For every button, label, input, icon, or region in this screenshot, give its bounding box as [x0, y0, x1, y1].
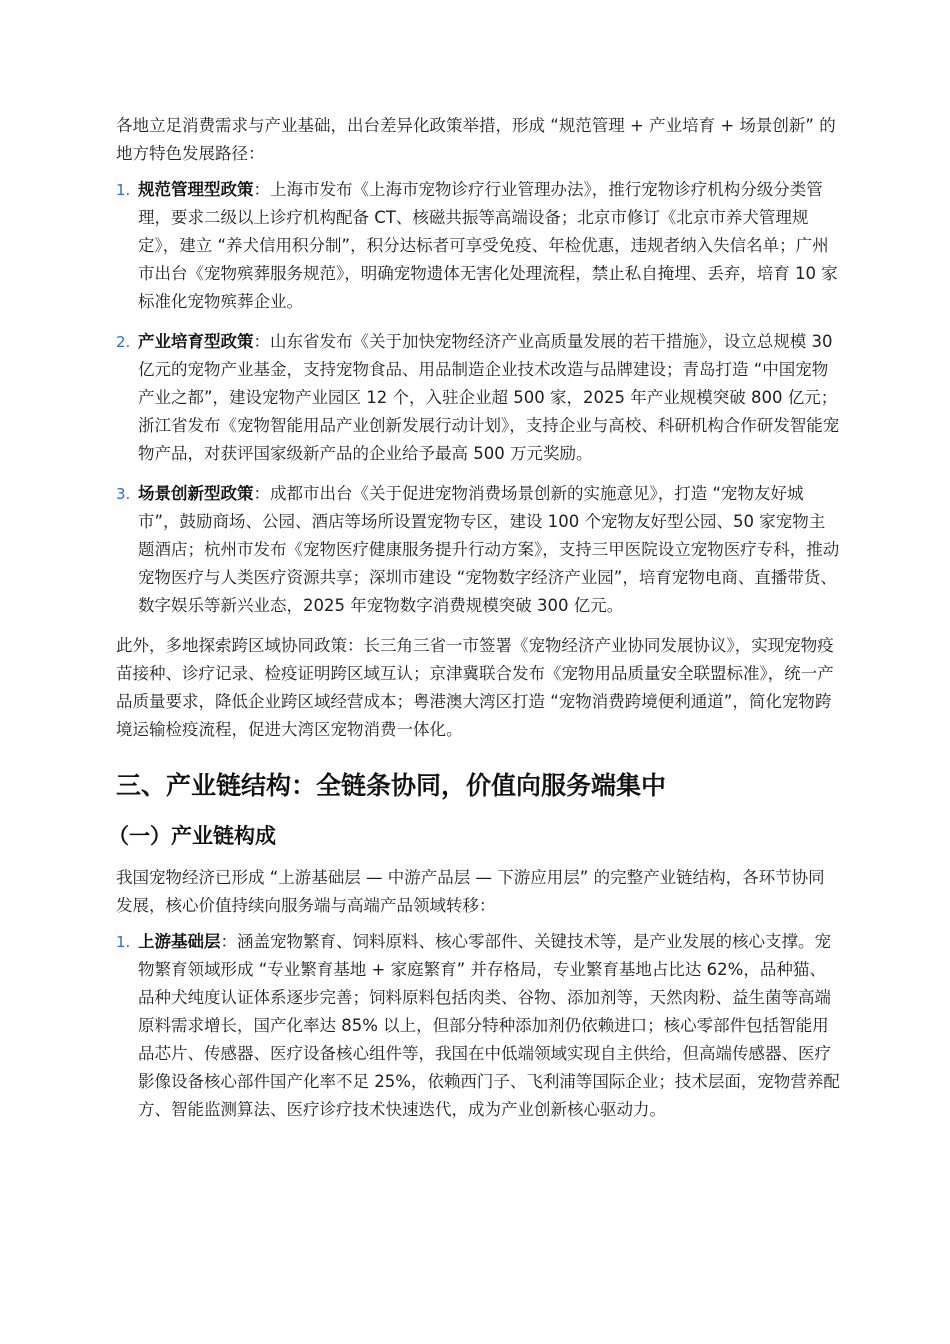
policy-list [116, 176, 840, 620]
list-item-title: 规范管理型政策 [138, 180, 254, 199]
list-item-text: 涵盖宠物繁育、饲料原料、核心零部件、关键技术等，是产业发展的核心支撑。宠物繁育领域形成 “专业繁育基地 + 家庭繁育” 并存格局，专业繁育基地占比达 62%，品种猫、品种犬纯度认证体系逐步完善；饲料原料包括肉类、谷物、添加剂等，天然肉粉、益生菌等高端原料需求增长，国产化率达 85% 以上，但部分特种添加剂仍依赖进口；核心零部件包括智能用品芯片、传感器、医疗设备核心组件等，我国在中低端领域实现自主供给，但高端传感器、医疗影像设备核心部件国产化率不足 25%，依赖西门子、飞利浦等国际企业；技术层面，宠物营养配方、智能监测算法、医疗诊疗技术快速迭代，成为产业创新核心驱动力。 [138, 932, 840, 1119]
list-item-title: 产业培育型政策 [138, 332, 254, 351]
list-number: 2. [116, 333, 131, 351]
list-item-separator: ： [220, 932, 237, 951]
subsection-heading: （一）产业链构成 [108, 824, 276, 848]
list-item-title: 上游基础层 [138, 932, 221, 951]
chain-list [116, 928, 840, 1124]
chain-intro-paragraph: 我国宠物经济已形成 “上游基础层 — 中游产品层 — 下游应用层” 的完整产业链结构，各环节协同发展，核心价值持续向服务端与高端产品领域转移： [116, 868, 825, 915]
list-item [116, 176, 840, 316]
list-item-text: 成都市出台《关于促进宠物消费场景创新的实施意见》，打造 “宠物友好城市”，鼓励商场、公园、酒店等场所设置宠物专区，建设 100 个宠物友好型公园、50 家宠物主题酒店；杭州市发布《宠物医疗健康服务提升行动方案》，支持三甲医院设立宠物医疗专科，推动宠物医疗与人类医疗资源共享；深圳市建设 “宠物数字经济产业园”，培育宠物电商、直播带货、数字娱乐等新兴业态，2025 年宠物数字消费规模突破 300 亿元。 [138, 484, 840, 615]
list-number: 1. [116, 181, 131, 199]
list-item [116, 928, 840, 1124]
list-item-separator: ： [253, 332, 270, 351]
list-item [116, 328, 840, 468]
cross-region-paragraph: 此外，多地探索跨区域协同政策：长三角三省一市签署《宠物经济产业协同发展协议》，实现宠物疫苗接种、诊疗记录、检疫证明跨区域互认；京津冀联合发布《宠物用品质量安全联盟标准》，统一产品质量要求，降低企业跨区域经营成本；粤港澳大湾区打造 “宠物消费跨境便利通道”，简化宠物跨境运输检疫流程，促进大湾区宠物消费一体化。 [116, 636, 834, 739]
intro-paragraph: 各地立足消费需求与产业基础，出台差异化政策举措，形成 “规范管理 + 产业培育 + 场景创新” 的地方特色发展路径： [116, 116, 836, 163]
list-item-text: 山东省发布《关于加快宠物经济产业高质量发展的若干措施》，设立总规模 30 亿元的宠物产业基金，支持宠物食品、用品制造企业技术改造与品牌建设；青岛打造 “中国宠物产业之都”，建设宠物产业园区 12 个，入驻企业超 500 家，2025 年产业规模突破 800 亿元；浙江省发布《宠物智能用品产业创新发展行动计划》，支持企业与高校、科研机构合作研发智能宠物产品，对获评国家级新产品的企业给予最高 500 万元奖励。 [138, 332, 840, 463]
list-number: 1. [116, 933, 131, 951]
list-item-title: 场景创新型政策 [138, 484, 254, 503]
list-number: 3. [116, 485, 131, 503]
list-item [116, 480, 840, 620]
list-item-separator: ： [253, 484, 270, 503]
section-heading: 三、产业链结构：全链条协同，价值向服务端集中 [116, 771, 667, 800]
list-item-text: 上海市发布《上海市宠物诊疗行业管理办法》，推行宠物诊疗机构分级分类管理，要求二级以上诊疗机构配备 CT、核磁共振等高端设备；北京市修订《北京市养犬管理规定》，建立 “养犬信用积分制”，积分达标者可享受免疫、年检优惠，违规者纳入失信名单；广州市出台《宠物殡葬服务规范》，明确宠物遗体无害化处理流程，禁止私自掩埋、丢弃，培育 10 家标准化宠物殡葬企业。 [138, 180, 838, 311]
list-item-separator: ： [253, 180, 270, 199]
